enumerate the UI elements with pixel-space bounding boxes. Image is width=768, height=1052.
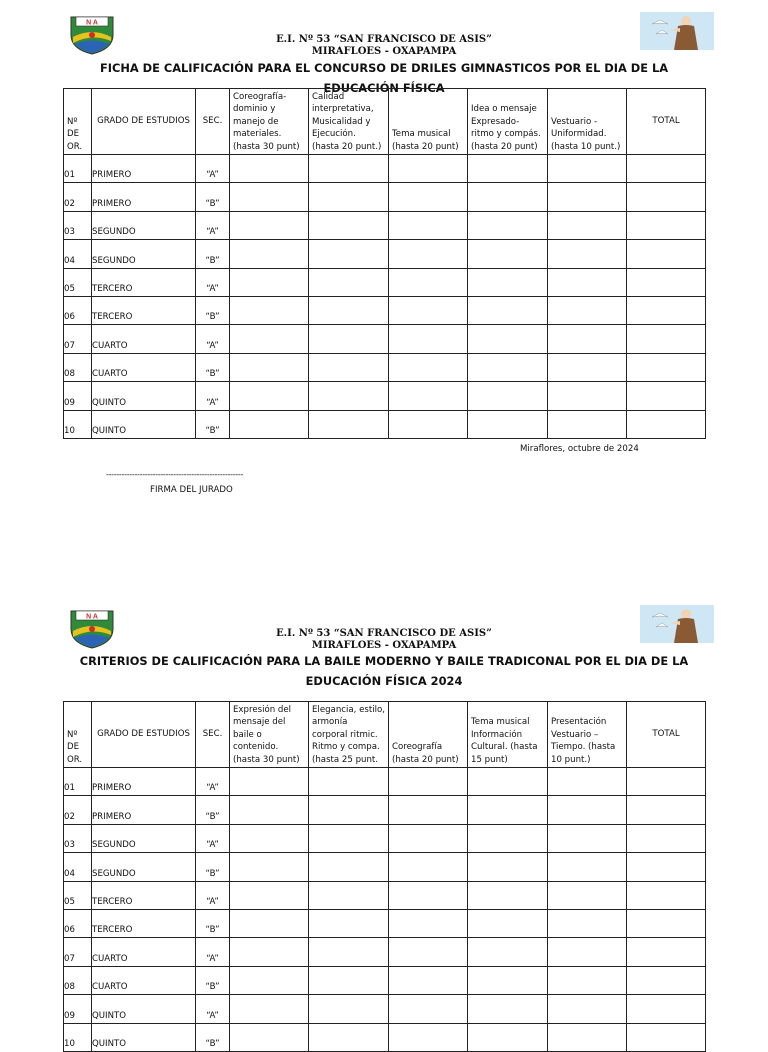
score-cell-2[interactable] xyxy=(309,966,389,994)
score-cell-1[interactable] xyxy=(230,183,309,211)
score-cell-3[interactable] xyxy=(389,296,468,324)
score-cell-5[interactable] xyxy=(548,155,627,183)
score-cell-2[interactable] xyxy=(309,410,389,438)
score-cell-2[interactable] xyxy=(309,296,389,324)
score-cell-4[interactable] xyxy=(468,155,548,183)
header-criterion-2: Calidad interpretativa, Musicalidad y Ejecución. (hasta 20 punt.) xyxy=(309,89,389,155)
score-cell-total[interactable] xyxy=(627,155,706,183)
row-section: “A” xyxy=(196,995,230,1023)
header-section: SEC. xyxy=(196,702,230,768)
header-criterion-2: Elegancia, estilo, armonía corporal ritmic. Ritmo y compa. (hasta 25 punt. xyxy=(309,702,389,768)
row-grade: TERCERO xyxy=(92,881,196,909)
table-row xyxy=(64,325,706,353)
table-row xyxy=(64,155,706,183)
score-cell-2[interactable] xyxy=(309,155,389,183)
row-number: 06 xyxy=(64,909,92,937)
row-section: “B” xyxy=(196,796,230,824)
row-grade: CUARTO xyxy=(92,325,196,353)
row-section: “B” xyxy=(196,1023,230,1051)
row-section: “B” xyxy=(196,853,230,881)
table-row xyxy=(64,296,706,324)
score-cell-total[interactable] xyxy=(627,240,706,268)
row-section: “A” xyxy=(196,768,230,796)
score-cell-1[interactable] xyxy=(230,853,309,881)
row-number: 09 xyxy=(64,995,92,1023)
score-cell-1[interactable] xyxy=(230,155,309,183)
score-cell-4[interactable] xyxy=(468,938,548,966)
header-number: Nº DE OR. xyxy=(64,89,92,155)
signature-line: ----------------------------------------------------- xyxy=(106,470,244,479)
score-cell-4[interactable] xyxy=(468,353,548,381)
row-number: 05 xyxy=(64,881,92,909)
score-cell-1[interactable] xyxy=(230,1023,309,1051)
score-cell-5[interactable] xyxy=(548,268,627,296)
row-number: 08 xyxy=(64,353,92,381)
score-cell-5[interactable] xyxy=(548,1023,627,1051)
header-criterion-3: Coreografía (hasta 20 punt) xyxy=(389,702,468,768)
score-cell-total[interactable] xyxy=(627,768,706,796)
score-cell-3[interactable] xyxy=(389,853,468,881)
score-cell-1[interactable] xyxy=(230,268,309,296)
score-cell-2[interactable] xyxy=(309,1023,389,1051)
score-cell-1[interactable] xyxy=(230,296,309,324)
row-grade: PRIMERO xyxy=(92,768,196,796)
row-section: “B” xyxy=(196,410,230,438)
score-cell-4[interactable] xyxy=(468,796,548,824)
score-cell-5[interactable] xyxy=(548,881,627,909)
score-cell-3[interactable] xyxy=(389,382,468,410)
score-cell-5[interactable] xyxy=(548,325,627,353)
score-cell-total[interactable] xyxy=(627,909,706,937)
score-cell-total[interactable] xyxy=(627,211,706,239)
row-section: “B” xyxy=(196,296,230,324)
score-cell-total[interactable] xyxy=(627,796,706,824)
score-cell-2[interactable] xyxy=(309,768,389,796)
score-cell-3[interactable] xyxy=(389,796,468,824)
score-cell-3[interactable] xyxy=(389,966,468,994)
score-cell-total[interactable] xyxy=(627,410,706,438)
score-cell-1[interactable] xyxy=(230,966,309,994)
table-header xyxy=(64,89,706,155)
table-header xyxy=(64,702,706,768)
grading-table xyxy=(63,701,706,1052)
score-cell-5[interactable] xyxy=(548,183,627,211)
place-date: Miraflores, octubre de 2024 xyxy=(520,444,639,454)
table-row xyxy=(64,824,706,852)
row-section: “A” xyxy=(196,211,230,239)
score-cell-5[interactable] xyxy=(548,824,627,852)
score-cell-4[interactable] xyxy=(468,966,548,994)
row-grade: SEGUNDO xyxy=(92,824,196,852)
table-row xyxy=(64,995,706,1023)
row-grade: PRIMERO xyxy=(92,155,196,183)
header-number: Nº DE OR. xyxy=(64,702,92,768)
score-cell-total[interactable] xyxy=(627,382,706,410)
score-cell-4[interactable] xyxy=(468,909,548,937)
score-cell-4[interactable] xyxy=(468,768,548,796)
score-cell-5[interactable] xyxy=(548,853,627,881)
score-cell-total[interactable] xyxy=(627,1023,706,1051)
score-cell-4[interactable] xyxy=(468,268,548,296)
score-cell-total[interactable] xyxy=(627,183,706,211)
row-section: “B” xyxy=(196,909,230,937)
row-section: “A” xyxy=(196,382,230,410)
score-cell-3[interactable] xyxy=(389,1023,468,1051)
score-cell-5[interactable] xyxy=(548,995,627,1023)
score-cell-1[interactable] xyxy=(230,768,309,796)
crest-badge: N A xyxy=(86,613,98,621)
score-cell-1[interactable] xyxy=(230,796,309,824)
table-row xyxy=(64,796,706,824)
crest-badge: N A xyxy=(86,19,98,27)
row-section: “B” xyxy=(196,966,230,994)
row-grade: SEGUNDO xyxy=(92,211,196,239)
score-cell-2[interactable] xyxy=(309,183,389,211)
row-number: 03 xyxy=(64,211,92,239)
score-cell-total[interactable] xyxy=(627,824,706,852)
table-row xyxy=(64,1023,706,1051)
score-cell-2[interactable] xyxy=(309,211,389,239)
table-body xyxy=(64,768,706,1052)
score-cell-2[interactable] xyxy=(309,909,389,937)
table-row xyxy=(64,938,706,966)
score-cell-2[interactable] xyxy=(309,796,389,824)
row-number: 09 xyxy=(64,382,92,410)
score-cell-5[interactable] xyxy=(548,211,627,239)
signature-label: FIRMA DEL JURADO xyxy=(150,485,233,495)
score-cell-4[interactable] xyxy=(468,1023,548,1051)
score-cell-3[interactable] xyxy=(389,268,468,296)
score-cell-4[interactable] xyxy=(468,325,548,353)
score-cell-2[interactable] xyxy=(309,353,389,381)
row-section: “A” xyxy=(196,155,230,183)
row-number: 05 xyxy=(64,268,92,296)
score-cell-total[interactable] xyxy=(627,995,706,1023)
score-cell-total[interactable] xyxy=(627,881,706,909)
score-cell-3[interactable] xyxy=(389,938,468,966)
score-cell-4[interactable] xyxy=(468,881,548,909)
grading-table xyxy=(63,88,706,439)
header-criterion-3: Tema musical (hasta 20 punt) xyxy=(389,89,468,155)
row-grade: TERCERO xyxy=(92,909,196,937)
header-criterion-1: Expresión del mensaje del baile o contenido. (hasta 30 punt) xyxy=(230,702,309,768)
score-cell-5[interactable] xyxy=(548,966,627,994)
row-section: “A” xyxy=(196,824,230,852)
row-grade: TERCERO xyxy=(92,268,196,296)
score-cell-4[interactable] xyxy=(468,410,548,438)
row-number: 04 xyxy=(64,853,92,881)
row-number: 01 xyxy=(64,155,92,183)
score-cell-total[interactable] xyxy=(627,853,706,881)
score-cell-1[interactable] xyxy=(230,824,309,852)
score-cell-5[interactable] xyxy=(548,410,627,438)
table-body xyxy=(64,155,706,439)
row-grade: SEGUNDO xyxy=(92,240,196,268)
table-row xyxy=(64,211,706,239)
school-location: MIRAFLOES - OXAPAMPA xyxy=(311,640,457,651)
score-cell-3[interactable] xyxy=(389,995,468,1023)
form-title: CRITERIOS DE CALIFICACIÓN PARA LA BAILE MODERNO Y BAILE TRADICONAL POR EL DIA DE LA EDUCACIÓN FÍSICA 2024 xyxy=(79,654,689,688)
score-cell-1[interactable] xyxy=(230,909,309,937)
score-cell-3[interactable] xyxy=(389,824,468,852)
score-cell-3[interactable] xyxy=(389,353,468,381)
score-cell-4[interactable] xyxy=(468,183,548,211)
row-section: “A” xyxy=(196,881,230,909)
table-row xyxy=(64,382,706,410)
score-cell-5[interactable] xyxy=(548,353,627,381)
table-row xyxy=(64,853,706,881)
table-row xyxy=(64,966,706,994)
score-cell-1[interactable] xyxy=(230,240,309,268)
score-cell-3[interactable] xyxy=(389,881,468,909)
score-cell-2[interactable] xyxy=(309,325,389,353)
row-grade: PRIMERO xyxy=(92,796,196,824)
table-row xyxy=(64,881,706,909)
row-grade: QUINTO xyxy=(92,410,196,438)
score-cell-2[interactable] xyxy=(309,240,389,268)
score-cell-1[interactable] xyxy=(230,382,309,410)
score-cell-5[interactable] xyxy=(548,938,627,966)
row-grade: CUARTO xyxy=(92,353,196,381)
header-section: SEC. xyxy=(196,89,230,155)
table-row xyxy=(64,183,706,211)
row-number: 03 xyxy=(64,824,92,852)
form-title: FICHA DE CALIFICACIÓN PARA EL CONCURSO DE DRILES GIMNASTICOS POR EL DIA DE LA EDUCACIÓN FÍSICA xyxy=(99,61,669,95)
score-cell-2[interactable] xyxy=(309,881,389,909)
score-cell-4[interactable] xyxy=(468,853,548,881)
row-number: 04 xyxy=(64,240,92,268)
row-number: 10 xyxy=(64,410,92,438)
score-cell-1[interactable] xyxy=(230,995,309,1023)
score-cell-2[interactable] xyxy=(309,995,389,1023)
score-cell-5[interactable] xyxy=(548,296,627,324)
score-cell-total[interactable] xyxy=(627,268,706,296)
score-cell-4[interactable] xyxy=(468,296,548,324)
score-cell-3[interactable] xyxy=(389,240,468,268)
table-row xyxy=(64,268,706,296)
row-number: 07 xyxy=(64,938,92,966)
school-name: E.I. Nº 53 “SAN FRANCISCO DE ASIS” xyxy=(276,34,492,45)
row-number: 10 xyxy=(64,1023,92,1051)
score-cell-1[interactable] xyxy=(230,410,309,438)
score-cell-total[interactable] xyxy=(627,325,706,353)
score-cell-1[interactable] xyxy=(230,353,309,381)
header-criterion-5: Vestuario - Uniformidad. (hasta 10 punt.) xyxy=(548,89,627,155)
table-row xyxy=(64,240,706,268)
score-cell-3[interactable] xyxy=(389,325,468,353)
header-total: TOTAL xyxy=(627,89,706,155)
score-cell-1[interactable] xyxy=(230,211,309,239)
score-cell-5[interactable] xyxy=(548,909,627,937)
row-grade: TERCERO xyxy=(92,296,196,324)
row-number: 02 xyxy=(64,796,92,824)
row-number: 08 xyxy=(64,966,92,994)
school-name: E.I. Nº 53 “SAN FRANCISCO DE ASIS” xyxy=(276,628,492,639)
row-grade: QUINTO xyxy=(92,995,196,1023)
score-cell-4[interactable] xyxy=(468,995,548,1023)
row-number: 06 xyxy=(64,296,92,324)
table-row xyxy=(64,768,706,796)
row-grade: SEGUNDO xyxy=(92,853,196,881)
score-cell-1[interactable] xyxy=(230,938,309,966)
row-grade: PRIMERO xyxy=(92,183,196,211)
header-criterion-5: Presentación Vestuario – Tiempo. (hasta 10 punt.) xyxy=(548,702,627,768)
table-row xyxy=(64,909,706,937)
header-criterion-4: Tema musical Información Cultural. (hasta 15 punt) xyxy=(468,702,548,768)
score-cell-5[interactable] xyxy=(548,768,627,796)
score-cell-2[interactable] xyxy=(309,268,389,296)
row-section: “A” xyxy=(196,938,230,966)
table-row xyxy=(64,410,706,438)
score-cell-3[interactable] xyxy=(389,155,468,183)
row-section: “A” xyxy=(196,325,230,353)
header-criterion-4: Idea o mensaje Expresado- ritmo y compás. (hasta 20 punt) xyxy=(468,89,548,155)
score-cell-total[interactable] xyxy=(627,353,706,381)
score-cell-3[interactable] xyxy=(389,768,468,796)
score-cell-2[interactable] xyxy=(309,824,389,852)
header-total: TOTAL xyxy=(627,702,706,768)
score-cell-5[interactable] xyxy=(548,796,627,824)
score-cell-1[interactable] xyxy=(230,881,309,909)
table-row xyxy=(64,353,706,381)
header-criterion-1: Coreografía- dominio y manejo de materiales. (hasta 30 punt) xyxy=(230,89,309,155)
score-cell-4[interactable] xyxy=(468,382,548,410)
row-number: 01 xyxy=(64,768,92,796)
score-cell-5[interactable] xyxy=(548,240,627,268)
score-cell-total[interactable] xyxy=(627,296,706,324)
score-cell-2[interactable] xyxy=(309,853,389,881)
score-cell-2[interactable] xyxy=(309,938,389,966)
header-grade: GRADO DE ESTUDIOS xyxy=(92,702,196,768)
row-grade: CUARTO xyxy=(92,966,196,994)
score-cell-3[interactable] xyxy=(389,909,468,937)
row-section: “A” xyxy=(196,268,230,296)
score-cell-1[interactable] xyxy=(230,325,309,353)
score-cell-2[interactable] xyxy=(309,382,389,410)
score-cell-5[interactable] xyxy=(548,382,627,410)
row-number: 07 xyxy=(64,325,92,353)
row-grade: CUARTO xyxy=(92,938,196,966)
score-cell-4[interactable] xyxy=(468,211,548,239)
header-grade: GRADO DE ESTUDIOS xyxy=(92,89,196,155)
score-cell-4[interactable] xyxy=(468,824,548,852)
score-cell-3[interactable] xyxy=(389,183,468,211)
row-section: “B” xyxy=(196,353,230,381)
score-cell-total[interactable] xyxy=(627,938,706,966)
row-number: 02 xyxy=(64,183,92,211)
row-grade: QUINTO xyxy=(92,382,196,410)
row-section: “B” xyxy=(196,183,230,211)
score-cell-total[interactable] xyxy=(627,966,706,994)
row-section: “B” xyxy=(196,240,230,268)
score-cell-3[interactable] xyxy=(389,410,468,438)
score-cell-4[interactable] xyxy=(468,240,548,268)
row-grade: QUINTO xyxy=(92,1023,196,1051)
score-cell-3[interactable] xyxy=(389,211,468,239)
school-location: MIRAFLOES - OXAPAMPA xyxy=(311,46,457,57)
